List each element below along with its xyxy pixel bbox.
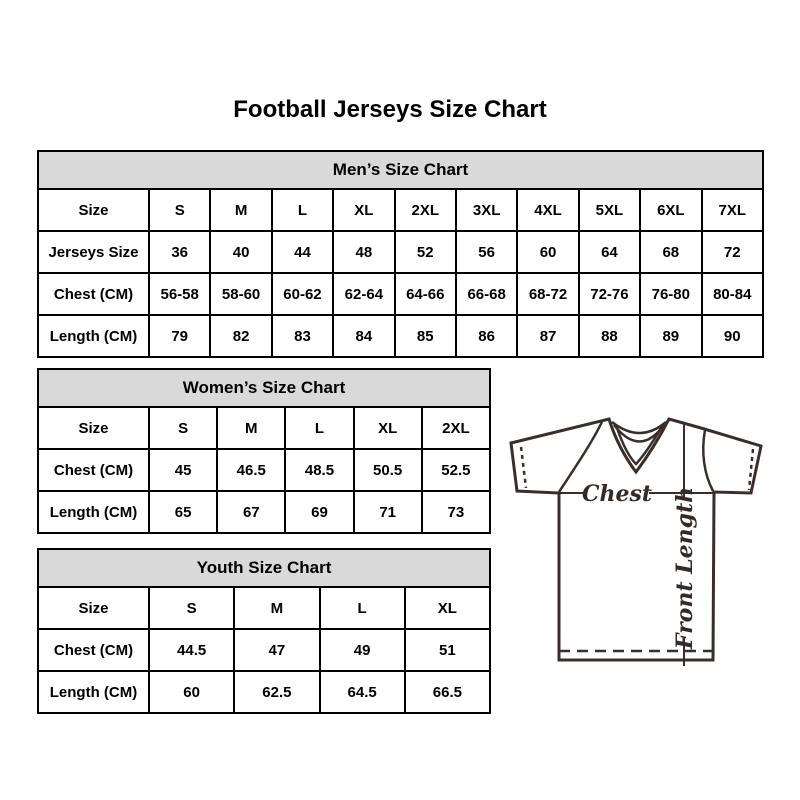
left-cuff-stitch [521, 447, 526, 488]
table-row [38, 491, 490, 533]
table-row [38, 671, 490, 713]
table-title-row [38, 151, 763, 189]
table-row [38, 587, 490, 629]
row-label-cell: Jerseys Size [38, 231, 149, 273]
value-cell: 2XL [395, 189, 456, 231]
value-cell: 4XL [517, 189, 578, 231]
table-row [38, 273, 763, 315]
value-cell: 69 [285, 491, 353, 533]
value-cell: 73 [422, 491, 490, 533]
row-label-cell: Size [38, 407, 149, 449]
value-cell: 64-66 [395, 273, 456, 315]
value-cell: 45 [149, 449, 217, 491]
front-length-label: Front Length [672, 486, 698, 650]
value-cell: 44.5 [149, 629, 234, 671]
value-cell: 66.5 [405, 671, 490, 713]
value-cell: 90 [702, 315, 763, 357]
value-cell: 52 [395, 231, 456, 273]
value-cell: 62.5 [234, 671, 319, 713]
row-label-cell: Size [38, 189, 149, 231]
value-cell: 80-84 [702, 273, 763, 315]
value-cell: S [149, 587, 234, 629]
value-cell: 2XL [422, 407, 490, 449]
table-title-row [38, 369, 490, 407]
value-cell: 60 [149, 671, 234, 713]
value-cell: 40 [210, 231, 271, 273]
value-cell: 88 [579, 315, 640, 357]
value-cell: 83 [272, 315, 333, 357]
value-cell: M [210, 189, 271, 231]
value-cell: L [320, 587, 405, 629]
value-cell: 52.5 [422, 449, 490, 491]
value-cell: 48 [333, 231, 394, 273]
table-title: Women’s Size Chart [38, 369, 490, 407]
row-label-cell: Length (CM) [38, 671, 149, 713]
value-cell: 36 [149, 231, 210, 273]
chest-label: Chest [581, 481, 653, 507]
value-cell: 82 [210, 315, 271, 357]
value-cell: M [217, 407, 285, 449]
value-cell: 72-76 [579, 273, 640, 315]
jersey-outline [511, 419, 761, 660]
value-cell: 86 [456, 315, 517, 357]
value-cell: 44 [272, 231, 333, 273]
table-row [38, 189, 763, 231]
value-cell: 89 [640, 315, 701, 357]
row-label-cell: Chest (CM) [38, 273, 149, 315]
value-cell: 84 [333, 315, 394, 357]
youth-size-table [37, 548, 491, 714]
value-cell: 71 [354, 491, 422, 533]
value-cell: 46.5 [217, 449, 285, 491]
value-cell: 60-62 [272, 273, 333, 315]
value-cell: 5XL [579, 189, 640, 231]
value-cell: M [234, 587, 319, 629]
value-cell: L [272, 189, 333, 231]
value-cell: 66-68 [456, 273, 517, 315]
value-cell: 7XL [702, 189, 763, 231]
value-cell: 72 [702, 231, 763, 273]
value-cell: 3XL [456, 189, 517, 231]
table-row [38, 315, 763, 357]
row-label-cell: Size [38, 587, 149, 629]
value-cell: S [149, 407, 217, 449]
value-cell: 65 [149, 491, 217, 533]
value-cell: 62-64 [333, 273, 394, 315]
table-row [38, 407, 490, 449]
value-cell: 50.5 [354, 449, 422, 491]
value-cell: 64.5 [320, 671, 405, 713]
table-row [38, 629, 490, 671]
value-cell: 49 [320, 629, 405, 671]
value-cell: 67 [217, 491, 285, 533]
value-cell: S [149, 189, 210, 231]
value-cell: 68 [640, 231, 701, 273]
value-cell: XL [333, 189, 394, 231]
jersey-measurement-diagram [504, 396, 784, 681]
value-cell: 76-80 [640, 273, 701, 315]
row-label-cell: Length (CM) [38, 315, 149, 357]
value-cell: L [285, 407, 353, 449]
value-cell: 56-58 [149, 273, 210, 315]
value-cell: 68-72 [517, 273, 578, 315]
value-cell: 48.5 [285, 449, 353, 491]
womens-size-table [37, 368, 491, 534]
table-row [38, 449, 490, 491]
right-sleeve-seam [703, 430, 713, 491]
value-cell: 64 [579, 231, 640, 273]
row-label-cell: Length (CM) [38, 491, 149, 533]
page-title: Football Jerseys Size Chart [233, 96, 547, 123]
mens-size-table [37, 150, 764, 358]
value-cell: XL [405, 587, 490, 629]
value-cell: 56 [456, 231, 517, 273]
value-cell: 47 [234, 629, 319, 671]
value-cell: XL [354, 407, 422, 449]
value-cell: 85 [395, 315, 456, 357]
table-title: Men’s Size Chart [38, 151, 763, 189]
table-title: Youth Size Chart [38, 549, 490, 587]
table-title-row [38, 549, 490, 587]
value-cell: 58-60 [210, 273, 271, 315]
value-cell: 79 [149, 315, 210, 357]
row-label-cell: Chest (CM) [38, 629, 149, 671]
value-cell: 51 [405, 629, 490, 671]
value-cell: 60 [517, 231, 578, 273]
row-label-cell: Chest (CM) [38, 449, 149, 491]
table-row [38, 231, 763, 273]
value-cell: 87 [517, 315, 578, 357]
value-cell: 6XL [640, 189, 701, 231]
